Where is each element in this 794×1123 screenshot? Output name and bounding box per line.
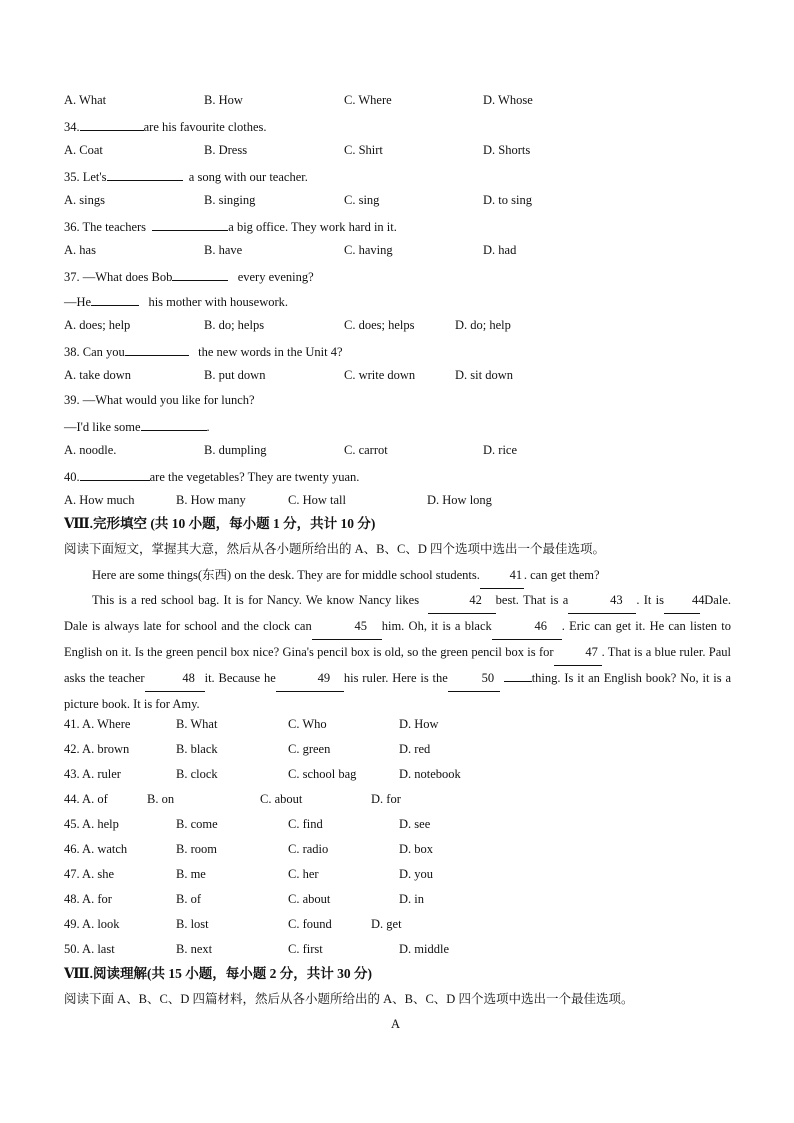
option: B. of xyxy=(176,892,201,906)
option: D. for xyxy=(371,792,401,806)
question-39-answer-line: —I'd like some . xyxy=(64,417,210,435)
option: B. have xyxy=(204,243,243,257)
blank-42: 42 xyxy=(428,588,496,614)
option: D. do; help xyxy=(455,318,511,332)
option: D. notebook xyxy=(399,767,461,781)
question-34: 34. are his favourite clothes. xyxy=(64,117,267,135)
option: B. black xyxy=(176,742,218,756)
option: C. about xyxy=(288,892,331,906)
option: C. How tall xyxy=(288,493,346,507)
option: C. Shirt xyxy=(344,143,383,157)
option: 41. A. Where xyxy=(64,717,131,731)
option: B. How many xyxy=(176,493,246,507)
answer-blank xyxy=(125,342,189,356)
option: C. Who xyxy=(288,717,327,731)
option: C. find xyxy=(288,817,323,831)
option: B. room xyxy=(176,842,217,856)
option: C. carrot xyxy=(344,443,388,457)
option: B. put down xyxy=(204,368,266,382)
option: B. do; helps xyxy=(204,318,265,332)
option: C. about xyxy=(260,792,303,806)
option: D. middle xyxy=(399,942,449,956)
blank-44: 44 xyxy=(664,588,700,614)
option: D. red xyxy=(399,742,431,756)
option: C. having xyxy=(344,243,393,257)
blank-48: 48 xyxy=(145,666,205,692)
option: C. does; helps xyxy=(344,318,415,332)
option: B. clock xyxy=(176,767,218,781)
option: C. radio xyxy=(288,842,329,856)
blank-49: 49 xyxy=(276,666,344,692)
option: A. take down xyxy=(64,368,131,382)
blank-43: 43 xyxy=(568,588,636,614)
answer-blank xyxy=(172,267,228,281)
option: C. her xyxy=(288,867,319,881)
option: D. How xyxy=(399,717,439,731)
option: 50. A. last xyxy=(64,942,115,956)
question-40: 40. are the vegetables? They are twenty yuan. xyxy=(64,467,359,485)
option: D. Whose xyxy=(483,93,533,107)
question-35: 35. Let's a song with our teacher. xyxy=(64,167,308,185)
answer-blank xyxy=(152,217,228,231)
question-38: 38. Can you the new words in the Unit 4? xyxy=(64,342,343,360)
option: D. rice xyxy=(483,443,518,457)
option: D. How long xyxy=(427,493,492,507)
option: B. What xyxy=(176,717,218,731)
answer-blank xyxy=(141,417,207,431)
option: 44. A. of xyxy=(64,792,108,806)
blank-continuation xyxy=(504,668,532,682)
option: B. How xyxy=(204,93,243,107)
option: 42. A. brown xyxy=(64,742,130,756)
option: B. lost xyxy=(176,917,209,931)
option: A. How much xyxy=(64,493,135,507)
blank-47: 47 xyxy=(554,640,602,666)
blank-45: 45 xyxy=(312,614,382,640)
option: D. had xyxy=(483,243,517,257)
option: A. noodle. xyxy=(64,443,117,457)
section-heading-reading: Ⅷ.阅读理解(共 15 小题，每小题 2 分，共计 30 分) xyxy=(64,966,373,981)
option: C. write down xyxy=(344,368,416,382)
question-37-answer-line: —He his mother with housework. xyxy=(64,292,288,310)
option: B. dumpling xyxy=(204,443,267,457)
blank-46: 46 xyxy=(492,614,562,640)
option: C. found xyxy=(288,917,332,931)
option: B. singing xyxy=(204,193,256,207)
blank-41: 41 xyxy=(480,563,524,589)
option: B. Dress xyxy=(204,143,248,157)
cloze-paragraph-1: Here are some things(东西) on the desk. They are for middle school students. 41 . can get them? xyxy=(64,563,731,589)
option: D. box xyxy=(399,842,434,856)
section-instruction-cloze: 阅读下面短文，掌握其大意，然后从各小题所给出的 A、B、C、D 四个选项中选出一个最佳选项。 xyxy=(64,542,605,556)
option: A. does; help xyxy=(64,318,131,332)
answer-blank xyxy=(80,117,144,131)
option: A. What xyxy=(64,93,107,107)
option: 43. A. ruler xyxy=(64,767,121,781)
option: D. get xyxy=(371,917,402,931)
option: C. Where xyxy=(344,93,392,107)
blank-50: 50 xyxy=(448,666,500,692)
option: C. sing xyxy=(344,193,380,207)
option: B. next xyxy=(176,942,213,956)
option: D. you xyxy=(399,867,434,881)
question-39: 39. —What would you like for lunch? xyxy=(64,393,255,407)
option: D. to sing xyxy=(483,193,532,207)
option: D. Shorts xyxy=(483,143,531,157)
option: A. has xyxy=(64,243,96,257)
answer-blank xyxy=(91,292,139,306)
question-37: 37. —What does Bob every evening? xyxy=(64,267,314,285)
option: C. green xyxy=(288,742,331,756)
option: A. sings xyxy=(64,193,105,207)
answer-blank xyxy=(107,167,183,181)
cloze-paragraph-2: This is a red school bag. It is for Nancy. We know Nancy likes 42 best. That is a 43 . It is 44 Dale. Dale is always late for school and the clock can 45 him. Oh, it is a black 46 . Eric can get it. He can listen to English on it. Is the green pencil box nice? Gina's pencil box is old, so the green pencil box is for 47 . That is a blue ruler. Paul asks the teacher 48 it. Because he 49 his ruler. Here is the 50 thing. Is it an English book? No, it is a picture book. It is for Amy. xyxy=(64,588,731,717)
option: B. come xyxy=(176,817,218,831)
option: A. Coat xyxy=(64,143,103,157)
section-instruction-reading: 阅读下面 A、B、C、D 四篇材料，然后从各小题所给出的 A、B、C、D 四个选项中选出一个最佳选项。 xyxy=(64,992,634,1006)
question-36: 36. The teachers a big office. They work hard in it. xyxy=(64,217,397,235)
option: D. sit down xyxy=(455,368,513,382)
option: B. on xyxy=(147,792,175,806)
option: 47. A. she xyxy=(64,867,114,881)
option: C. school bag xyxy=(288,767,357,781)
option: D. see xyxy=(399,817,431,831)
option: C. first xyxy=(288,942,323,956)
option: B. me xyxy=(176,867,206,881)
option: 49. A. look xyxy=(64,917,120,931)
option: 46. A. watch xyxy=(64,842,128,856)
option: 48. A. for xyxy=(64,892,112,906)
answer-blank xyxy=(80,467,150,481)
option: D. in xyxy=(399,892,424,906)
passage-label: A xyxy=(391,1017,401,1031)
section-heading-cloze: Ⅷ.完形填空 (共 10 小题，每小题 1 分，共计 10 分) xyxy=(64,516,376,531)
option: 45. A. help xyxy=(64,817,119,831)
